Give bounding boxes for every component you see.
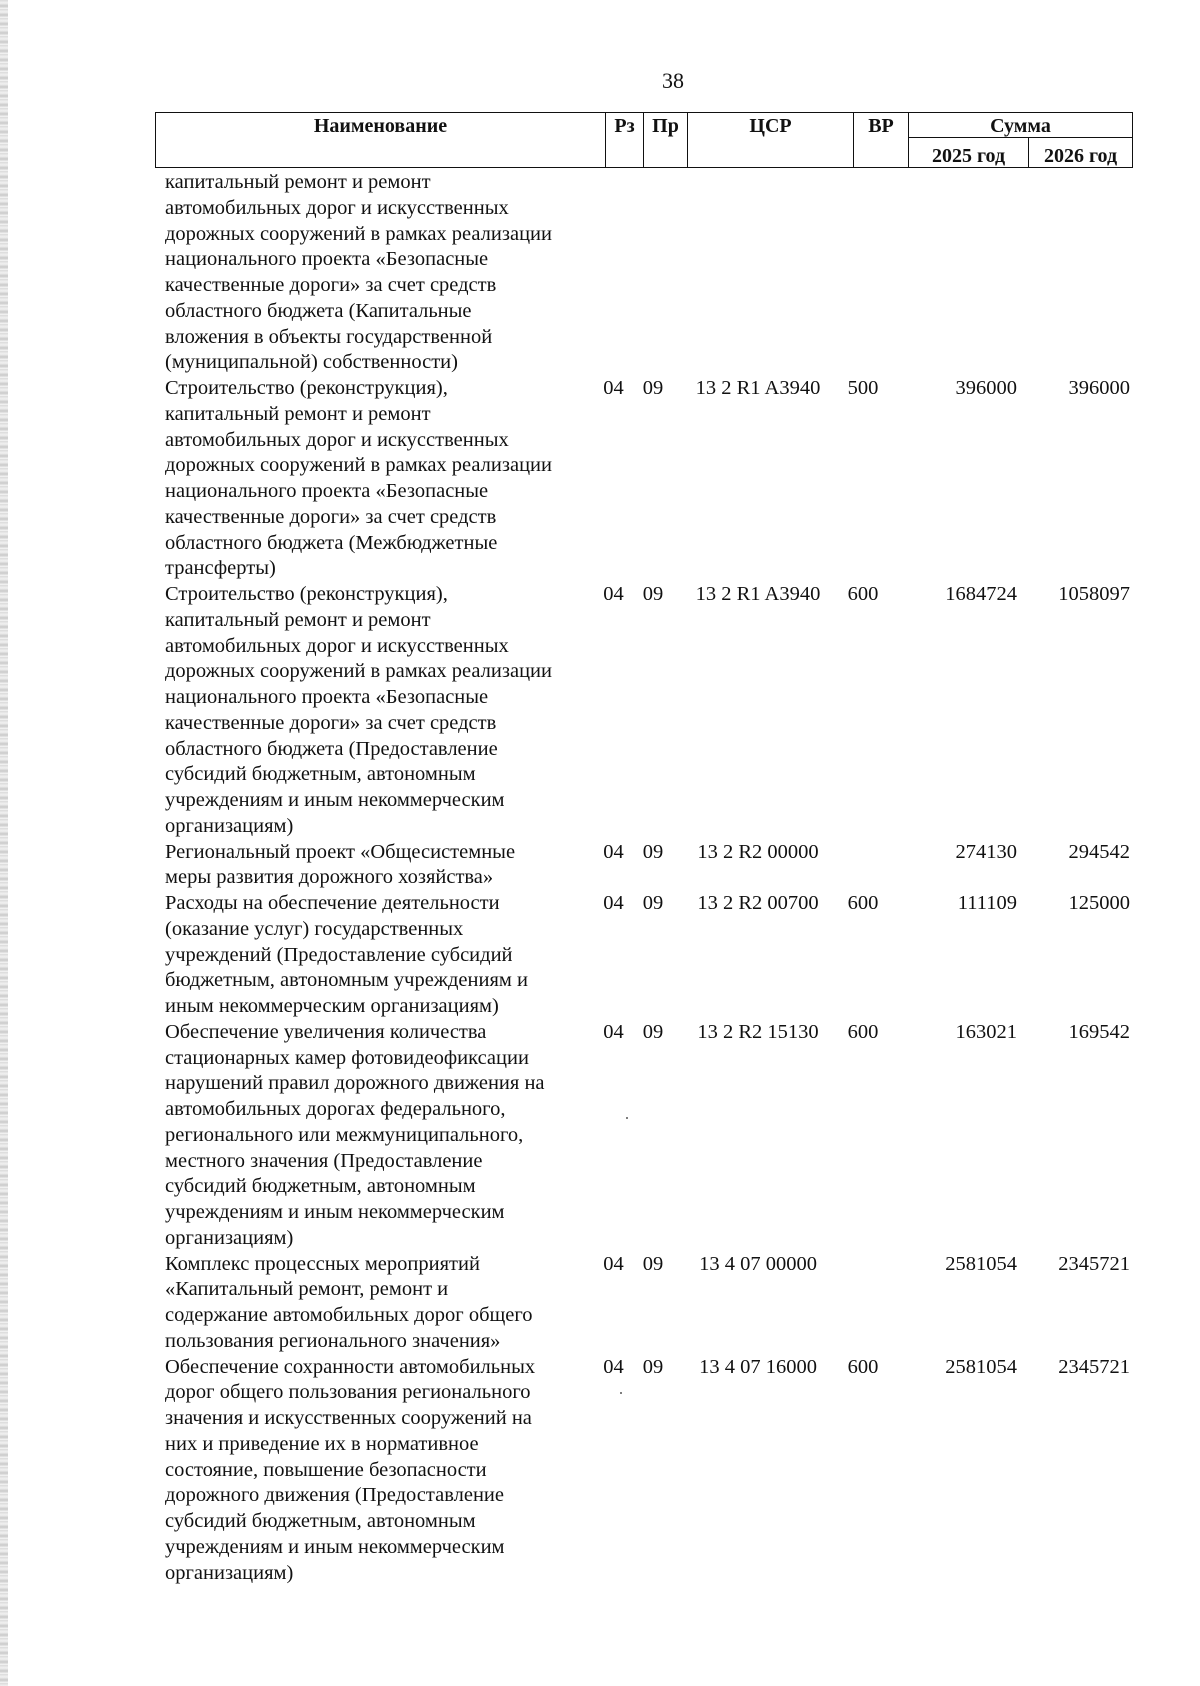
row-sum-2026: 2345721 xyxy=(1058,1252,1130,1275)
table-row xyxy=(165,582,1135,840)
row-sum-2025: 163021 xyxy=(955,1020,1017,1043)
scan-speck xyxy=(620,1392,622,1394)
row-csr: 13 2 R1 A3940 xyxy=(695,583,821,605)
row-rz: 04 xyxy=(603,892,624,914)
row-rz: 04 xyxy=(603,1020,624,1043)
row-csr: 13 2 R2 00000 xyxy=(697,840,819,863)
row-name: Расходы на обеспечение деятельности (оказание услуг) государственных учреждений (Предоставление субсидий бюджетным, автономным учреждениям и иным некоммерческим организациям) xyxy=(165,892,528,1017)
header-pr: Пр xyxy=(644,113,688,168)
table-row xyxy=(165,376,1135,582)
row-rz: 04 xyxy=(603,1252,624,1275)
row-csr: 13 4 07 00000 xyxy=(699,1252,817,1275)
row-sum-2025: 1684724 xyxy=(945,583,1017,605)
row-pr: 09 xyxy=(642,377,664,399)
row-pr: 09 xyxy=(642,1020,664,1043)
row-sum-2026: 125000 xyxy=(1068,892,1130,914)
row-vr: 600 xyxy=(847,583,879,605)
row-name: Комплекс процессных мероприятий «Капитальный ремонт, ремонт и содержание автомобильных дорог общего пользования регионального значения» xyxy=(165,1252,533,1352)
scan-edge-artifact xyxy=(0,0,8,1686)
header-name: Наименование xyxy=(156,113,606,168)
row-csr: 13 2 R1 A3940 xyxy=(695,377,821,399)
row-name: Обеспечение увеличения количества стационарных камер фотовидеофиксации нарушений правил дорожного движения на автомобильных дорогах федерального, регионального или межмуниципального, местного значения (Предоставление субсидий бюджетным, автономным учреждениям и иным некоммерческим организациям) xyxy=(165,1020,545,1249)
header-rz: Рз xyxy=(606,113,644,168)
row-pr: 09 xyxy=(642,840,664,863)
row-rz: 04 xyxy=(603,583,624,605)
row-rz xyxy=(595,170,632,376)
row-csr xyxy=(674,170,842,376)
row-sum-2025: 396000 xyxy=(955,377,1017,399)
row-sum-2026: 396000 xyxy=(1068,377,1130,399)
row-rz: 04 xyxy=(603,840,624,863)
row-name: капитальный ремонт и ремонт автомобильных дорог и искусственных дорожных сооружений в рамках реализации национального проекта «Безопасные качественные дороги» за счет средств областного бюджета (Капитальные вложения в объекты государственной (муниципальной) собственности) xyxy=(165,171,552,374)
page-number: 38 xyxy=(662,68,684,93)
row-vr xyxy=(842,170,884,376)
row-sum-2026 xyxy=(1017,170,1130,376)
row-rz: 04 xyxy=(603,1355,624,1378)
header-csr: ЦСР xyxy=(688,113,854,168)
row-pr: 09 xyxy=(642,583,664,605)
row-csr: 13 2 R2 00700 xyxy=(697,892,819,914)
table-row xyxy=(165,170,1135,376)
row-vr xyxy=(842,1252,884,1355)
row-sum-2025: 2581054 xyxy=(945,1252,1017,1275)
header-sum: Сумма xyxy=(909,113,1133,138)
row-vr: 500 xyxy=(847,377,879,399)
row-vr xyxy=(842,840,884,892)
row-csr: 13 2 R2 15130 xyxy=(697,1020,819,1043)
row-vr: 600 xyxy=(847,1020,879,1043)
table-row xyxy=(165,1020,1135,1252)
row-pr: 09 xyxy=(642,892,664,914)
table-row xyxy=(165,1252,1135,1355)
table-row xyxy=(165,891,1135,1020)
row-pr: 09 xyxy=(642,1252,664,1275)
table-row xyxy=(165,1355,1135,1587)
row-pr xyxy=(632,170,674,376)
row-rz: 04 xyxy=(603,377,624,399)
row-sum-2026: 2345721 xyxy=(1058,1355,1130,1378)
table-header xyxy=(155,112,1133,168)
header-vr: ВР xyxy=(854,113,909,168)
row-sum-2025: 2581054 xyxy=(945,1355,1017,1378)
row-sum-2025 xyxy=(884,170,1017,376)
scan-speck xyxy=(626,1117,628,1119)
row-name: Обеспечение сохранности автомобильных дорог общего пользования регионального значения и искусственных сооружений на них и приведение их в нормативное состояние, повышение безопасности дорожного движения (Предоставление субсидий бюджетным, автономным учреждениям и иным некоммерческим организациям) xyxy=(165,1355,536,1584)
table-body xyxy=(165,170,1135,1586)
row-sum-2025: 274130 xyxy=(955,840,1017,863)
row-vr: 600 xyxy=(847,892,879,914)
row-csr: 13 4 07 16000 xyxy=(699,1355,817,1378)
header-year-2025: 2025 год xyxy=(909,138,1029,168)
row-sum-2025: 111109 xyxy=(957,892,1017,914)
row-pr: 09 xyxy=(642,1355,664,1378)
row-name: Строительство (реконструкция), капитальный ремонт и ремонт автомобильных дорог и искусственных дорожных сооружений в рамках реализации национального проекта «Безопасные качественные дороги» за счет средств областного бюджета (Предоставление субсидий бюджетным, автономным учреждениям и иным некоммерческим организациям) xyxy=(165,583,552,837)
header-year-2026: 2026 год xyxy=(1029,138,1133,168)
row-vr: 600 xyxy=(847,1355,879,1378)
row-name: Региональный проект «Общесистемные меры развития дорожного хозяйства» xyxy=(165,840,516,889)
row-name: Строительство (реконструкция), капитальный ремонт и ремонт автомобильных дорог и искусственных дорожных сооружений в рамках реализации национального проекта «Безопасные качественные дороги» за счет средств областного бюджета (Межбюджетные трансферты) xyxy=(165,377,552,580)
table-row xyxy=(165,840,1135,892)
row-sum-2026: 294542 xyxy=(1068,840,1130,863)
row-sum-2026: 169542 xyxy=(1068,1020,1130,1043)
row-sum-2026: 1058097 xyxy=(1058,583,1130,605)
